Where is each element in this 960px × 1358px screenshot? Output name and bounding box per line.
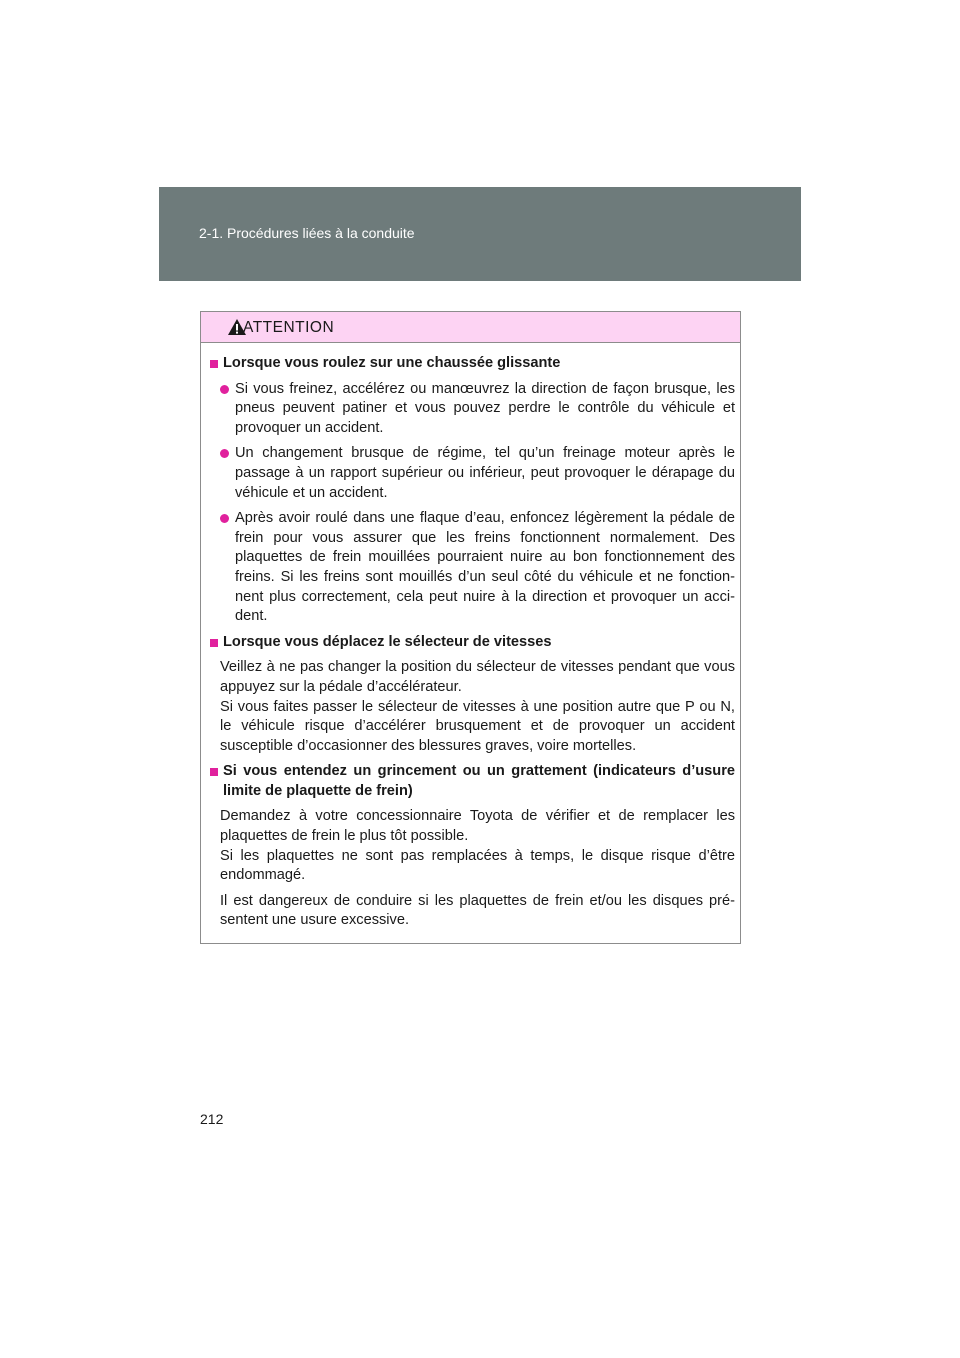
section-heading-brake-wear: [210, 762, 735, 801]
bullet-text: Après avoir roulé dans une flaque d’eau, enfoncez légèrement la pédale de frein pour vous assurer que les freins fonctionnent normalement. Des plaquettes de frein mouillées pourraient nuire au bon fonctionnement des freins. Si les freins sont mouillés d’un seul côté du véhicule et ne fonction-nent plus correctement, cela peut nuire à la direction et provoquer un acci-dent.: [235, 510, 735, 625]
bullet-text: Si vous freinez, accélérez ou manœuvrez la direction de façon brusque, les pneus peuvent patiner et vous pouvez perdre le contrôle du véhicule et provoquer un accident.: [235, 380, 735, 436]
paragraph-line: Demandez à votre concessionnaire Toyota de vérifier et de remplacer les plaquettes de frein le plus tôt possible.: [220, 808, 735, 845]
section-paragraph: [210, 892, 735, 931]
attention-title: ATTENTION: [243, 319, 335, 336]
bullet-item: [210, 444, 735, 503]
heading-text: Si vous entendez un grincement ou un grattement (indicateurs d’usure limite de plaquette de frein): [223, 763, 735, 799]
chapter-header-band: [159, 187, 801, 281]
section-heading-slippery-road: [210, 354, 735, 374]
attention-header: [201, 312, 740, 343]
round-bullet-icon: [220, 449, 229, 458]
square-bullet-icon: [210, 639, 218, 647]
section-title: 2-1. Procédures liées à la conduite: [199, 225, 415, 241]
round-bullet-icon: [220, 514, 229, 523]
attention-body: [201, 343, 740, 931]
section-paragraph: [210, 807, 735, 885]
paragraph-line: Si vous faites passer le sélecteur de vitesses à une position autre que P ou N, le véhicule risque d’accélérer brusquement et de provoquer un accident susceptible d’occasionner des blessures graves, voire mortelles.: [220, 698, 735, 754]
round-bullet-icon: [220, 385, 229, 394]
square-bullet-icon: [210, 768, 218, 776]
heading-text: Lorsque vous déplacez le sélecteur de vitesses: [223, 633, 552, 650]
heading-text: Lorsque vous roulez sur une chaussée glissante: [223, 355, 561, 371]
section-heading-shift-lever: [210, 633, 735, 653]
section-paragraph: [210, 658, 735, 756]
paragraph-line: Il est dangereux de conduire si les plaquettes de frein et/ou les disques pré-sentent une usure excessive.: [220, 892, 735, 929]
bullet-item: [210, 380, 735, 439]
paragraph-line: Veillez à ne pas changer la position du sélecteur de vitesses pendant que vous appuyez sur la pédale d’accélérateur.: [220, 659, 735, 695]
page-number: 212: [200, 1111, 224, 1127]
bullet-text: Un changement brusque de régime, tel qu’un freinage moteur après le passage à un rapport supérieur ou inférieur, peut provoquer le dérapage du véhicule et un accident.: [235, 445, 735, 501]
square-bullet-icon: [210, 360, 218, 368]
attention-box: [200, 311, 741, 944]
paragraph-line: Si les plaquettes ne sont pas remplacées à temps, le disque risque d’être endommagé.: [220, 847, 735, 884]
bullet-item: [210, 509, 735, 627]
